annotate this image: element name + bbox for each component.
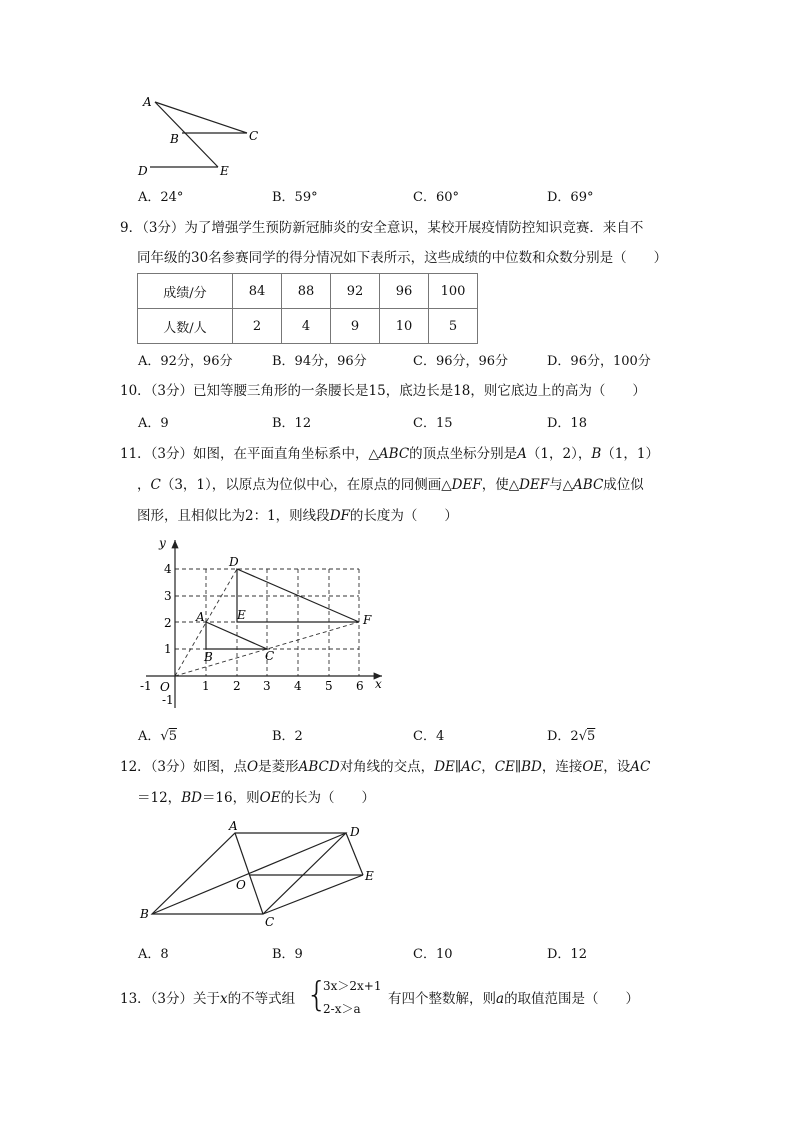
q11-option-a[interactable]: A．√5: [138, 729, 177, 744]
q10-option-d[interactable]: D．18: [547, 416, 587, 431]
q10-stem: 10．（3分）已知等腰三角形的一条腰长是15，底边长是18，则它底边上的高为（ ）: [120, 383, 646, 399]
q10-option-c[interactable]: C．15: [413, 416, 453, 431]
q11-x-tick: 5: [325, 679, 333, 693]
text: AC: [630, 759, 651, 775]
text: x: [220, 991, 228, 1007]
text: OE: [259, 790, 281, 806]
q11-point-b: B: [204, 650, 213, 664]
q11-y-tick: 2: [164, 616, 172, 630]
text: D．2: [547, 729, 579, 744]
q10-option-b[interactable]: B．12: [272, 416, 312, 431]
q8-option-d[interactable]: D．69°: [547, 190, 594, 205]
table-cell: 10: [380, 309, 429, 344]
text: （1，1）: [601, 446, 659, 462]
text: 的不等式组: [227, 991, 296, 1007]
q13-stem-suffix: [388, 987, 639, 1007]
text: ，连接: [541, 759, 583, 775]
text: 5: [168, 729, 177, 744]
q9-stem-line1: 9．（3分）为了增强学生预防新冠肺炎的安全意识，某校开展疫情防控知识竞赛．来自不: [120, 220, 644, 236]
q12-label-b: B: [140, 907, 149, 921]
text: ，使△: [481, 477, 520, 493]
q11-point-f: F: [363, 613, 372, 627]
table-cell: 4: [282, 309, 331, 344]
q12-label-o: O: [236, 878, 246, 892]
q8-option-a[interactable]: A．24°: [138, 190, 184, 205]
q11-y-tick: 3: [164, 589, 172, 603]
q11-option-d[interactable]: D．2√5: [547, 729, 596, 744]
text: A．: [138, 729, 161, 744]
q11-x-tick: 6: [356, 679, 364, 693]
text: 的长度为（ ）: [349, 508, 458, 524]
q11-axis-y-label: y: [159, 536, 166, 550]
q11-option-b[interactable]: B．2: [272, 729, 303, 744]
q9-option-b[interactable]: B．94分，96分: [272, 354, 367, 369]
text: 是菱形: [258, 759, 299, 775]
text: CE∥BD: [494, 759, 542, 775]
q12-options: [138, 943, 698, 963]
q11-point-c: C: [265, 649, 275, 663]
text: 的顶点坐标分别是: [409, 446, 518, 462]
q12-option-b[interactable]: B．9: [272, 947, 303, 962]
text: 成位似: [603, 477, 644, 493]
text: C: [150, 477, 161, 493]
q11-option-c[interactable]: C．4: [413, 729, 445, 744]
q11-point-d: D: [229, 555, 239, 569]
table-cell: 88: [282, 274, 331, 309]
q13-brace: {: [306, 975, 328, 1015]
text: 的长为（ ）: [280, 790, 376, 806]
table-cell: 84: [233, 274, 282, 309]
table-cell: 5: [429, 309, 478, 344]
q12-option-c[interactable]: C．10: [413, 947, 453, 962]
q9-option-c[interactable]: C．96分，96分: [413, 354, 509, 369]
q11-point-a: A: [196, 610, 205, 624]
text: （1，2），: [526, 446, 592, 462]
q11-x-tick: 4: [294, 679, 302, 693]
q8-label-e: E: [220, 164, 229, 178]
q8-label-b: B: [170, 132, 179, 146]
q12-option-a[interactable]: A．8: [138, 947, 169, 962]
q8-label-d: D: [138, 164, 148, 178]
table-cell: 2: [233, 309, 282, 344]
table-cell: 成绩/分: [138, 274, 233, 309]
text: 12．（3分）如图，点: [120, 759, 248, 775]
text: 13．（3分）关于: [120, 991, 221, 1007]
q11-x-tick: 1: [202, 679, 210, 693]
text: a: [496, 991, 505, 1007]
text: 对角线的交点，: [339, 759, 435, 775]
text: （3，1），以原点为位似中心，在原点的同侧画△: [160, 477, 452, 493]
q11-axis-x-label: x: [375, 677, 382, 691]
q12-label-c: C: [265, 915, 275, 929]
q12-option-d[interactable]: D．12: [547, 947, 587, 962]
text: A: [517, 446, 527, 462]
text: 11．（3分）如图，在平面直角坐标系中，△: [120, 446, 379, 462]
text: 与△: [549, 477, 574, 493]
q8-option-b[interactable]: B．59°: [272, 190, 318, 205]
q12-label-a: A: [229, 819, 238, 833]
q9-option-a[interactable]: A．92分，96分: [138, 354, 233, 369]
q8-label-a: A: [143, 95, 152, 109]
text: ，: [481, 759, 495, 775]
table-cell: 92: [331, 274, 380, 309]
table-cell: 9: [331, 309, 380, 344]
q9-stem-line2: 同年级的30名参赛同学的得分情况如下表所示，这些成绩的中位数和众数分别是（ ）: [137, 250, 668, 266]
q13-stem: [120, 976, 680, 1020]
text: ，设: [603, 759, 631, 775]
q8-label-c: C: [249, 129, 259, 143]
q11-y-tick: 1: [164, 642, 172, 656]
text: B: [591, 446, 602, 462]
text: OE: [582, 759, 604, 775]
q11-y-tick: 4: [164, 562, 172, 576]
text: ABCD: [298, 759, 340, 775]
q13-inequality-2: 2-x＞a: [323, 1002, 361, 1016]
q8-option-c[interactable]: C．60°: [413, 190, 459, 205]
q11-y-tick: -1: [162, 693, 174, 707]
table-cell: 100: [429, 274, 478, 309]
q12-diagonal-bd: [152, 833, 346, 914]
text: 5: [587, 729, 596, 744]
q12-label-d: D: [350, 825, 360, 839]
table-cell: 96: [380, 274, 429, 309]
text: ABC: [378, 446, 410, 462]
q12-label-e: E: [365, 869, 374, 883]
q11-origin-label: O: [160, 680, 170, 694]
text: ＝12，: [137, 790, 182, 806]
q11-x-tick: 3: [263, 679, 271, 693]
text: ，: [137, 477, 151, 493]
text: DE∥AC: [434, 759, 482, 775]
text: DEF: [451, 477, 482, 493]
text: ＝16，则: [201, 790, 260, 806]
q11-point-e: E: [237, 608, 246, 622]
text: DF: [329, 508, 350, 524]
table-cell: 人数/人: [138, 309, 233, 344]
text: BD: [181, 790, 202, 806]
text: DEF: [519, 477, 550, 493]
q10-option-a[interactable]: A．9: [138, 416, 169, 431]
q11-x-tick: 2: [233, 679, 241, 693]
text: ABC: [573, 477, 604, 493]
text: 的取值范围是（ ）: [504, 991, 640, 1007]
text: O: [247, 759, 259, 775]
text: 图形，且相似比为2：1，则线段: [137, 508, 330, 524]
q11-x-tick: -1: [140, 679, 152, 693]
q13-inequality-1: 3x＞2x+1: [323, 979, 382, 993]
q13-stem-prefix: [120, 987, 295, 1007]
q9-option-d[interactable]: D．96分，100分: [547, 354, 651, 369]
q12-segment-ce: [263, 875, 363, 914]
q12-segment-de: [346, 833, 363, 875]
text: 有四个整数解，则: [388, 991, 496, 1007]
